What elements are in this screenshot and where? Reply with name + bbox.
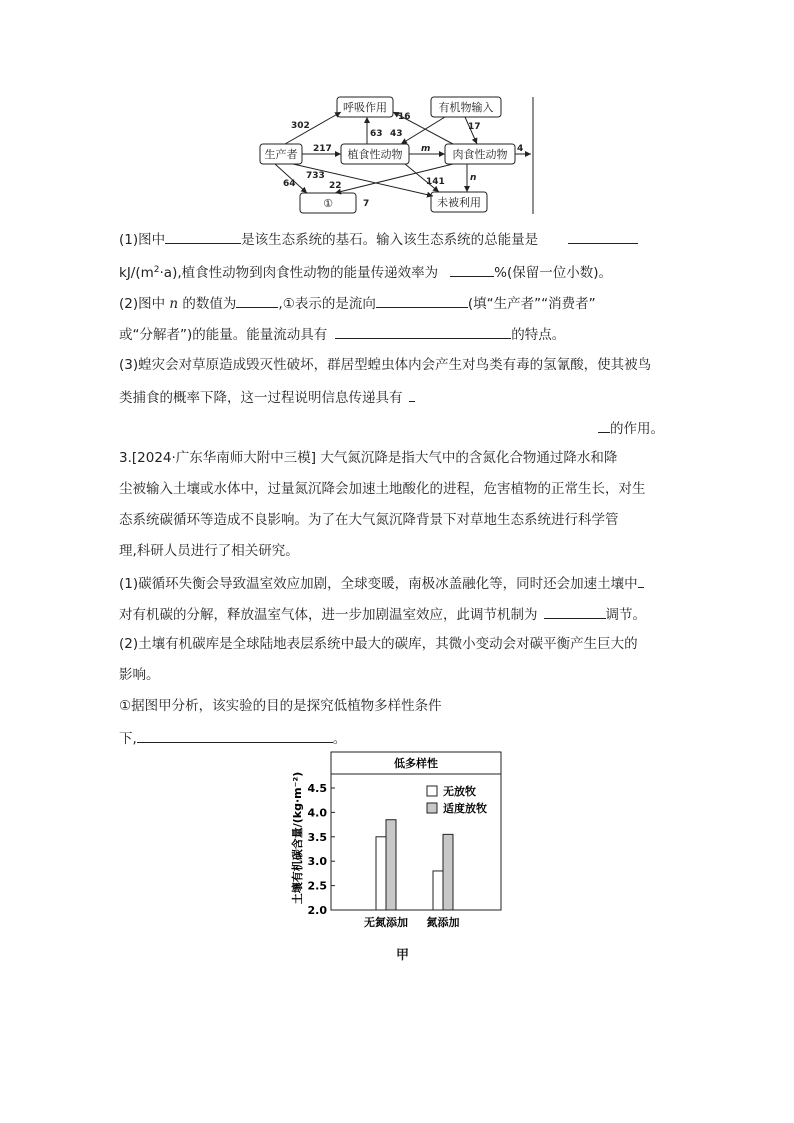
respiration-label: 呼吸作用 <box>343 101 387 114</box>
q1-text-d: ·a),植食性动物到肉食性动物的能量传递效率为 <box>159 265 439 281</box>
p3-q2-line1 <box>119 634 638 654</box>
p3-text-a: 3.[2024·广东华南师大附中三模] 大气氮沉降是指大气中的含氮化合物通过降水和降 <box>119 450 618 466</box>
bar-moderate-grazing-0 <box>386 820 396 910</box>
edge-label-22: 22 <box>329 181 342 191</box>
p3-text-b: 尘被输入土壤或水体中，过量氮沉降会加速土地酸化的进程，危害植物的正常生长，对生 <box>119 481 646 497</box>
q3-text-b: 类捕食的概率下降，这一过程说明信息传递具有 <box>119 390 403 406</box>
p3-q2-line2 <box>119 665 160 685</box>
bar-no-grazing-1 <box>433 871 443 910</box>
edge-label-m: m <box>421 144 431 154</box>
p3-line2 <box>119 479 646 499</box>
y-tick-label: 2.0 <box>307 904 327 917</box>
p3-q1-line1 <box>119 572 644 594</box>
herbivore-label: 植食性动物 <box>347 148 403 161</box>
bar-no-grazing-0 <box>376 837 386 910</box>
carnivore-label: 肉食性动物 <box>452 148 508 161</box>
edge-label-43: 43 <box>390 129 403 139</box>
q1-text-e: %(保留一位小数)。 <box>494 265 612 281</box>
q2-text-c: ,①表示的是流向 <box>278 296 376 312</box>
edge-label-217: 217 <box>313 144 332 154</box>
q2-blank-2[interactable] <box>376 292 468 308</box>
q2-text-f: 的特点。 <box>511 327 566 343</box>
legend-label: 适度放牧 <box>443 802 487 815</box>
edge-label-16: 16 <box>398 112 411 122</box>
q3-text-a: (3)蝗灾会对草原造成毁灭性破坏，群居型蝗虫体内会产生对鸟类有毒的氢氰酸，使其被鸟 <box>119 357 652 373</box>
bar-moderate-grazing-1 <box>443 834 453 910</box>
q1-line2 <box>119 260 612 283</box>
p3-q2-blank[interactable] <box>137 727 333 743</box>
q1-blank-1[interactable] <box>165 228 241 244</box>
q2-blank-1[interactable] <box>236 292 278 308</box>
q1-text-a: (1)图中 <box>119 232 166 248</box>
p3-q1-blank-start[interactable] <box>638 572 644 588</box>
p3-line1 <box>119 448 617 468</box>
q2-text-a: (2)图中 <box>119 296 166 312</box>
q1-superscript: 2 <box>153 265 160 275</box>
edge-label-4: 4 <box>517 144 524 154</box>
soil-carbon-bar-chart <box>285 748 510 938</box>
p3-q1-text-b: 对有机碳的分解，释放温室气体，进一步加剧温室效应，此调节机制为 <box>119 607 538 623</box>
q3-text-c: 的作用。 <box>610 421 664 437</box>
y-tick-label: 4.0 <box>307 806 327 820</box>
q1-text-c: kJ/(m <box>119 265 154 281</box>
edge-label-141: 141 <box>426 177 445 187</box>
q2-line1 <box>119 292 596 314</box>
edge-label-63: 63 <box>370 129 383 139</box>
edge-label-7: 7 <box>363 199 370 209</box>
legend-label: 无放牧 <box>443 785 476 798</box>
y-tick-label: 2.5 <box>307 879 327 893</box>
producer-label: 生产者 <box>264 148 298 161</box>
organic-input-label: 有机物输入 <box>438 101 494 114</box>
q3-blank-end[interactable] <box>598 417 610 433</box>
x-category-label: 氮添加 <box>426 916 460 929</box>
p3-line3 <box>119 510 619 530</box>
edge-label-17: 17 <box>468 122 481 132</box>
q2-line2 <box>119 323 565 345</box>
p3-q2-text-c: ①据图甲分析，该实验的目的是探究低植物多样性条件 <box>119 698 442 714</box>
p3-q2-line3 <box>119 696 442 716</box>
edge-label-64: 64 <box>283 179 296 189</box>
p3-q1-text-a: (1)碳循环失衡会导致温室效应加剧，全球变暖，南极冰盖融化等，同时还会加速土壤中 <box>119 576 638 592</box>
legend-swatch <box>427 786 437 796</box>
unused-label: 未被利用 <box>437 196 481 209</box>
q2-blank-3[interactable] <box>335 323 511 339</box>
q1-text-b: 是该生态系统的基石。输入该生态系统的总能量是 <box>241 232 539 248</box>
p3-q2-text-e: 。 <box>332 731 347 747</box>
q2-text-e: 或“分解者”)的能量。能量流动具有 <box>119 327 328 343</box>
energy-flow-diagram <box>255 92 545 217</box>
q1-blank-2[interactable] <box>568 228 638 244</box>
x-category-label: 无氮添加 <box>364 916 408 929</box>
y-tick-label: 3.0 <box>307 855 327 869</box>
q3-blank-start[interactable] <box>409 386 415 402</box>
edge-label-733: 733 <box>306 171 325 181</box>
q2-text-d: (填“生产者”“消费者” <box>467 296 596 312</box>
p3-text-d: 理,科研人员进行了相关研究。 <box>119 543 299 559</box>
p3-q1-blank[interactable] <box>544 603 606 619</box>
q1-blank-3[interactable] <box>450 261 494 277</box>
p3-q1-text-c: 调节。 <box>605 607 646 623</box>
p3-line4 <box>119 541 299 561</box>
legend-swatch <box>427 803 437 813</box>
q1-line1 <box>119 228 638 250</box>
p3-q2-text-a: (2)土壤有机碳库是全球陆地表层系统中最大的碳库，其微小变动会对碳平衡产生巨大的 <box>119 636 638 652</box>
q3-line1 <box>119 355 651 375</box>
y-tick-label: 4.5 <box>307 782 327 795</box>
edge-label-n: n <box>470 173 477 183</box>
p3-text-c: 态系统碳循环等造成不良影响。为了在大气氮沉降背景下对草地生态系统进行科学管 <box>119 512 619 528</box>
q3-line3 <box>598 417 664 439</box>
chart-y-axis-label: 土壤有机碳含量/(kg·m⁻²) <box>291 771 304 905</box>
p3-q2-line4 <box>119 727 346 749</box>
chart-title: 低多样性 <box>394 757 438 770</box>
p3-q2-text-b: 影响。 <box>119 667 160 683</box>
edge-label-302: 302 <box>291 121 310 131</box>
p3-q2-text-d: 下, <box>119 731 137 747</box>
y-tick-label: 3.5 <box>307 830 327 844</box>
unknown-label: ① <box>323 197 333 210</box>
figure-caption: 甲 <box>396 948 410 963</box>
q2-variable-n: n <box>169 296 179 312</box>
q2-text-b: 的数值为 <box>182 296 237 312</box>
p3-q1-line2 <box>119 603 646 625</box>
q3-line2 <box>119 386 415 408</box>
